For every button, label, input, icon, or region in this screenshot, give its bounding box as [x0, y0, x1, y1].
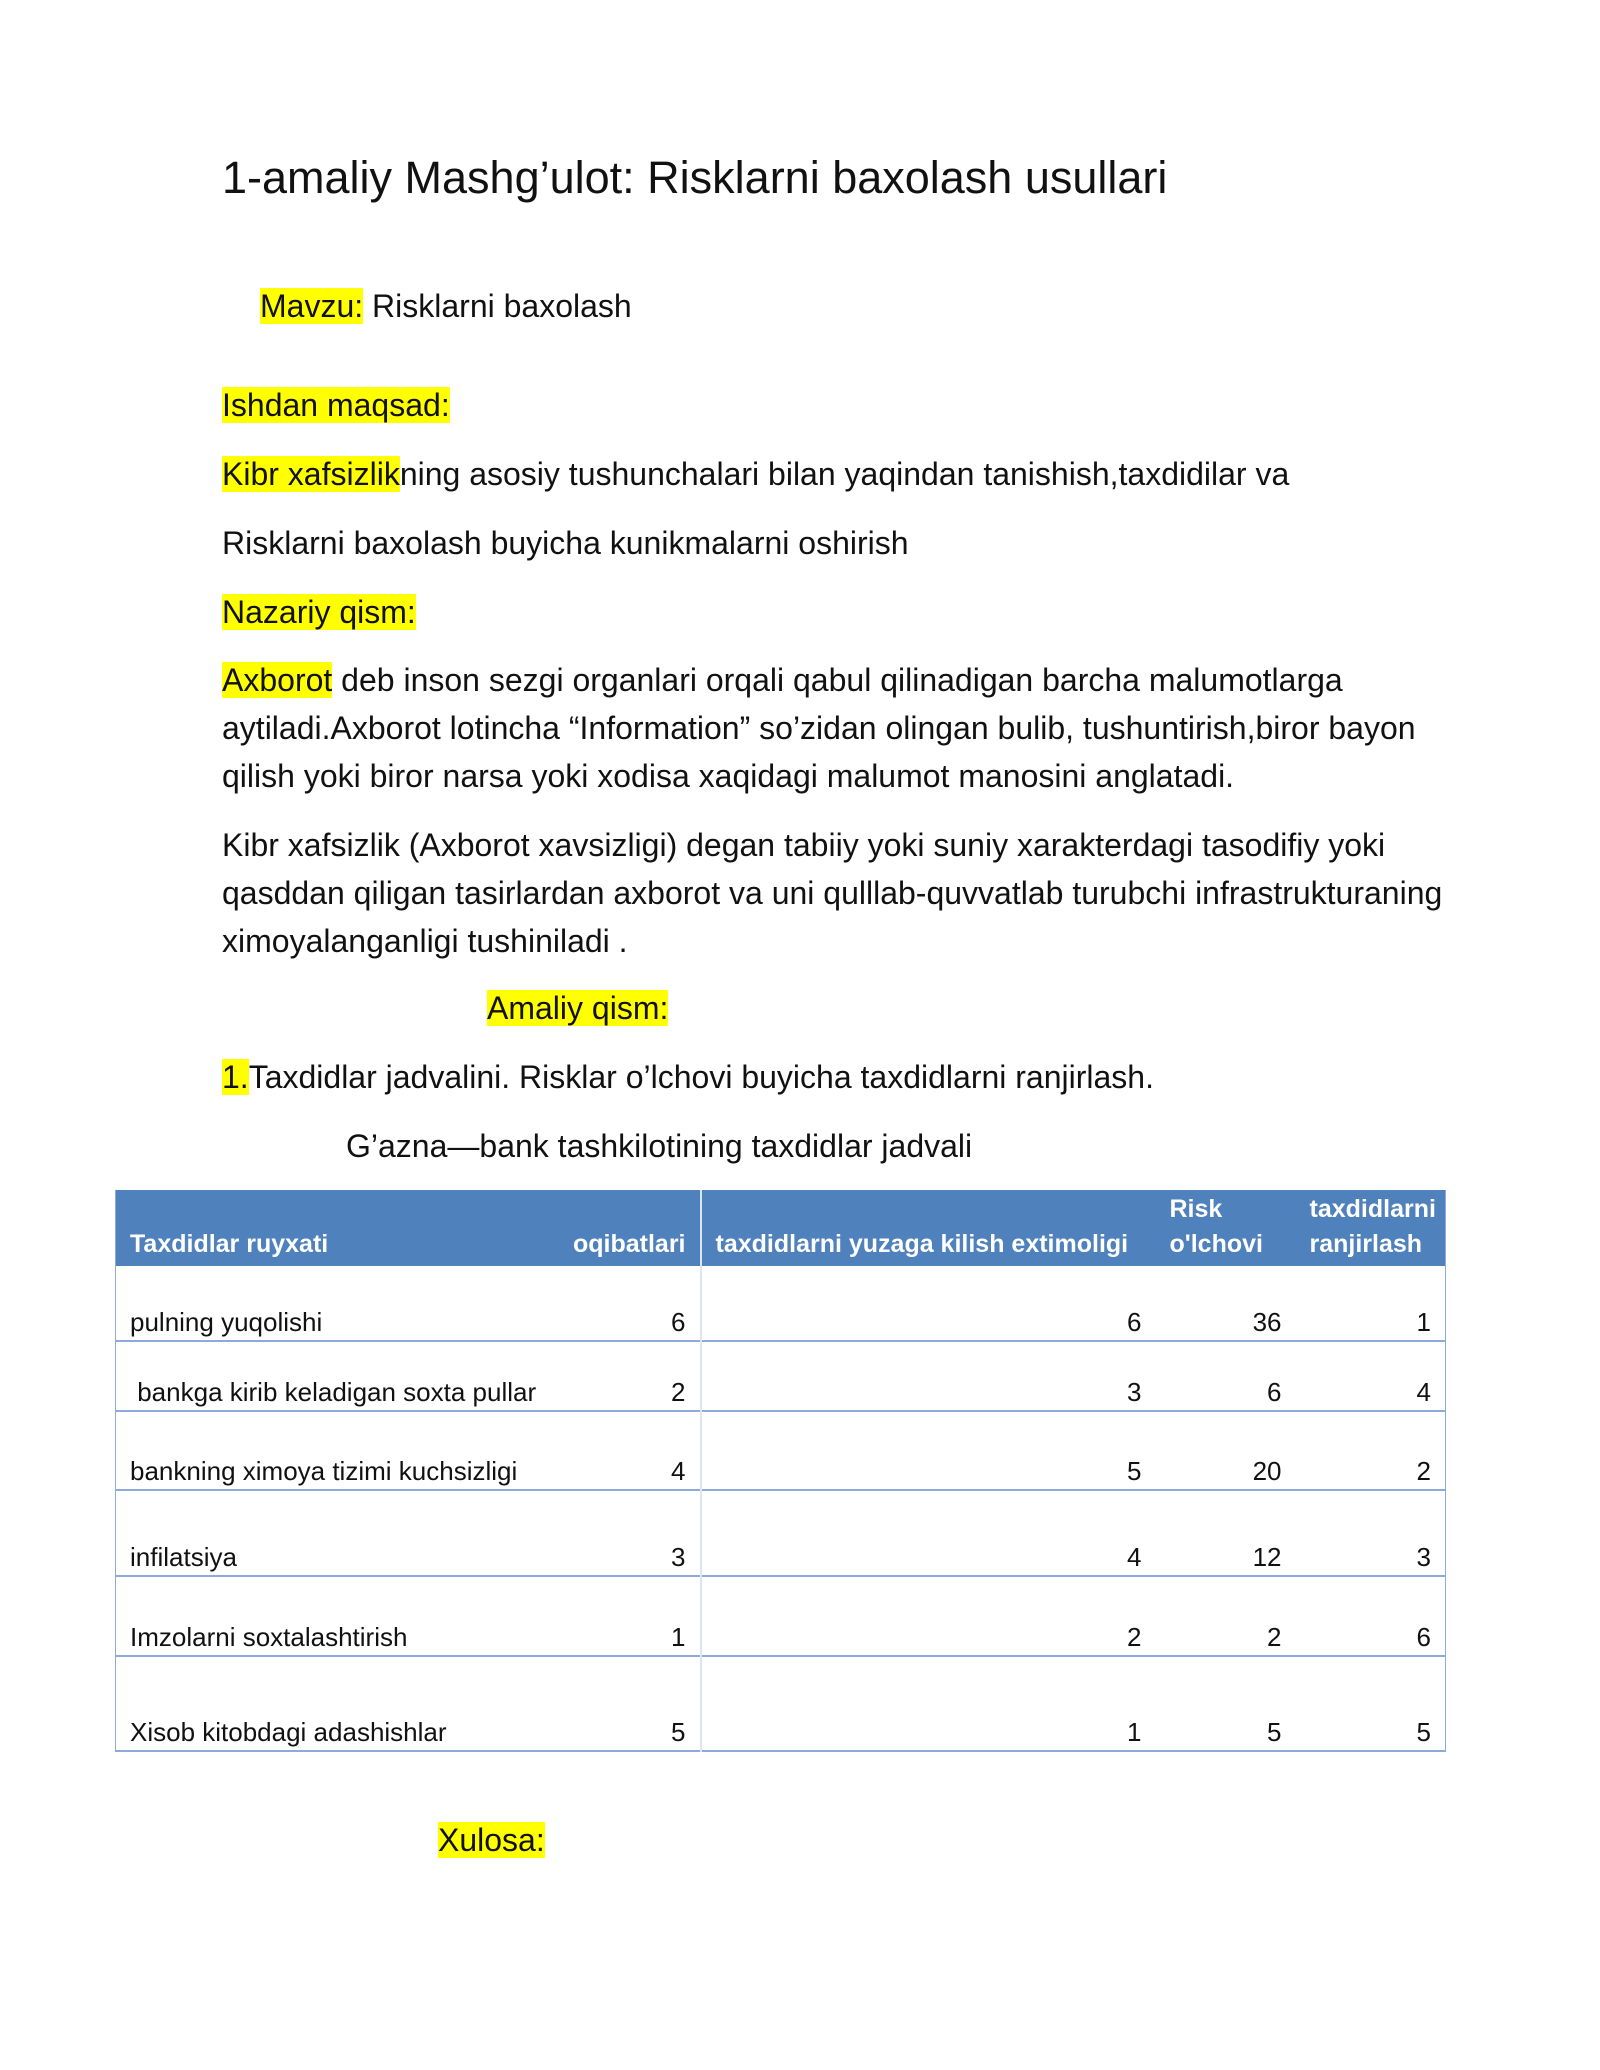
cell-consequence: 5: [541, 1656, 701, 1751]
table-row: [116, 1341, 1446, 1411]
table-row: [116, 1656, 1446, 1751]
cell-consequence: 1: [541, 1576, 701, 1656]
cell-risk: 12: [1156, 1490, 1296, 1576]
header-risk-line2: o'lchovi: [1169, 1230, 1263, 1258]
goal-line-2: Risklarni baxolash buyicha kunikmalarni oshirish: [222, 525, 909, 561]
header-rank: [1296, 1190, 1446, 1266]
task-line: [222, 1055, 1154, 1099]
cell-rank: 1: [1416, 1307, 1431, 1337]
header-rank-line1: taxdidlarni: [1309, 1195, 1436, 1223]
threats-table: [115, 1190, 1446, 1752]
cell-probability: 5: [701, 1411, 1156, 1490]
goal-line1-text: ning asosiy tushunchalari bilan yaqindan tanishish,taxdidilar va: [399, 456, 1290, 492]
conclusion-label: Xulosa:: [438, 1822, 545, 1858]
cell-consequence: 2: [541, 1341, 701, 1411]
header-rank-line2: ranjirlash: [1309, 1230, 1423, 1258]
header-risk-line1: Risk: [1169, 1195, 1223, 1223]
table-row: [116, 1411, 1446, 1490]
cell-threat: bankning ximoya tizimi kuchsizligi: [116, 1411, 541, 1490]
topic-line: [260, 284, 632, 328]
conclusion-heading: [438, 1818, 545, 1862]
cell-rank: 4: [1296, 1341, 1446, 1411]
cell-probability: 2: [701, 1576, 1156, 1656]
practice-label: Amaliy qism:: [487, 990, 669, 1026]
cell-risk: 36: [1252, 1307, 1282, 1337]
cell-consequence: 6: [541, 1266, 701, 1341]
table-caption: G’azna—bank tashkilotining taxdidlar jadvali: [346, 1128, 973, 1164]
cell-threat: infilatsiya: [116, 1490, 541, 1576]
theory-paragraph-2: Kibr xafsizlik (Axborot xavsizligi) degan tabiiy yoki suniy xarakterdagi tasodifiy yoki qasddan qiligan tasirlardan axborot va uni qulllab-quvvatlab turubchi infrastrukturaning ximoyalanganligi tushiniladi .: [222, 827, 1443, 959]
table-header-row: [116, 1190, 1446, 1266]
cell-rank: 5: [1296, 1656, 1446, 1751]
theory-paragraph-1: [222, 656, 1462, 800]
cell-probability: 3: [701, 1341, 1156, 1411]
goal-line-1: [222, 452, 1289, 496]
topic-label: Mavzu:: [260, 288, 364, 324]
theory-p1-text: deb inson sezgi organlari orqali qabul qilinadigan barcha malumotlarga aytiladi.Axborot lotincha “Information” so’zidan olingan bulib, tushuntirish,biror bayon qilish yoki biror narsa yoki xodisa xaqidagi malumot manosini anglatadi.: [222, 662, 1416, 794]
cell-risk: 5: [1156, 1656, 1296, 1751]
cell-rank: 2: [1296, 1411, 1446, 1490]
header-threat: Taxdidlar ruyxati: [116, 1190, 541, 1266]
table-row: [116, 1266, 1446, 1341]
cell-rank: 3: [1296, 1490, 1446, 1576]
topic-text: Risklarni baxolash: [363, 288, 632, 324]
cell-consequence: 3: [541, 1490, 701, 1576]
header-risk: [1156, 1190, 1296, 1266]
cell-threat: pulning yuqolishi: [130, 1307, 323, 1337]
cell-risk: 2: [1156, 1576, 1296, 1656]
goal-line1-highlight: Kibr xafsizlik: [222, 456, 400, 492]
theory-heading: [222, 590, 416, 634]
cell-rank: 6: [1296, 1576, 1446, 1656]
document-title: 1-amaliy Mashg’ulot: Risklarni baxolash usullari: [222, 152, 1168, 203]
table-row: [116, 1490, 1446, 1576]
goal-heading: [222, 383, 450, 427]
theory-p1-highlight: Axborot: [222, 662, 333, 698]
cell-consequence: 4: [541, 1411, 701, 1490]
theory-label: Nazariy qism:: [222, 594, 416, 630]
table-row: [116, 1576, 1446, 1656]
cell-threat: bankga kirib keladigan soxta pullar: [116, 1341, 541, 1411]
task-text: Taxdidlar jadvalini. Risklar o’lchovi buyicha taxdidlarni ranjirlash.: [248, 1059, 1154, 1095]
cell-probability: 1: [701, 1656, 1156, 1751]
practice-heading: [487, 986, 668, 1030]
cell-threat: Xisob kitobdagi adashishlar: [116, 1656, 541, 1751]
header-probability: taxdidlarni yuzaga kilish extimoligi: [701, 1190, 1156, 1266]
header-consequence: oqibatlari: [541, 1190, 701, 1266]
goal-label: Ishdan maqsad:: [222, 387, 450, 423]
task-number: 1.: [222, 1059, 249, 1095]
cell-probability: 6: [1127, 1307, 1142, 1337]
cell-probability: 4: [701, 1490, 1156, 1576]
cell-risk: 20: [1156, 1411, 1296, 1490]
cell-risk: 6: [1156, 1341, 1296, 1411]
cell-threat: Imzolarni soxtalashtirish: [116, 1576, 541, 1656]
